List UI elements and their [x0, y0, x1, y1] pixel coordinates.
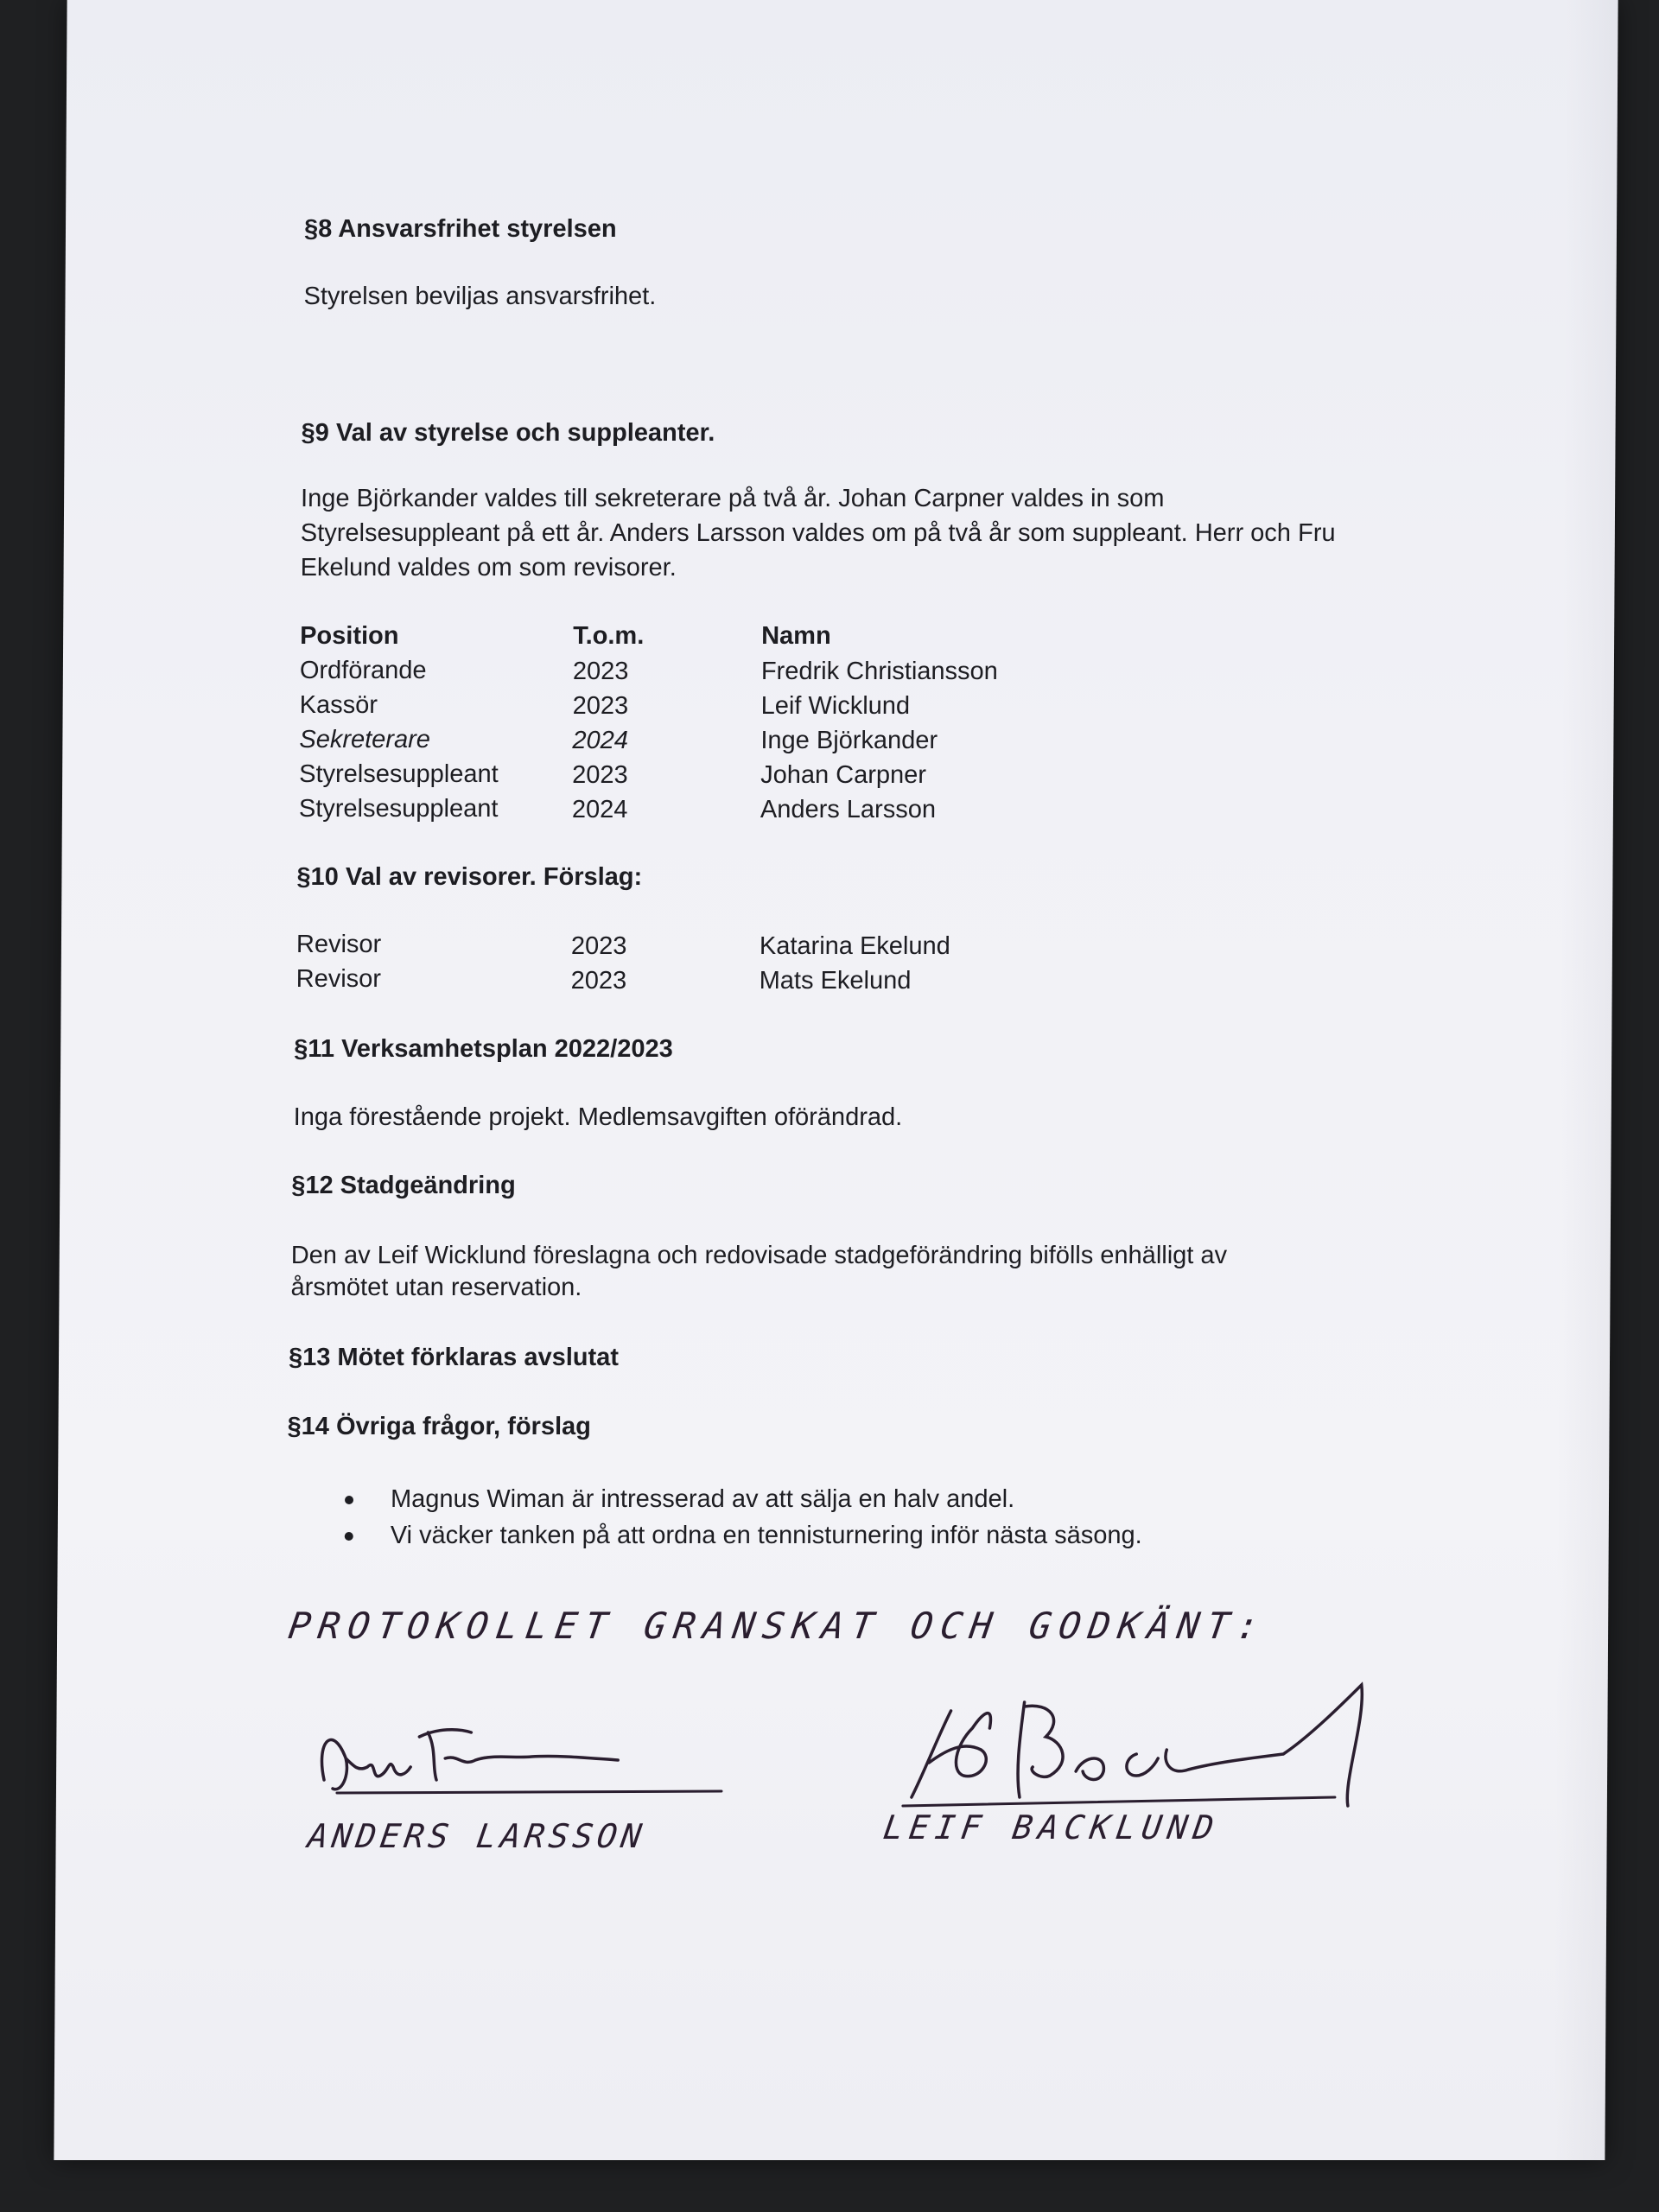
auditor-name: Mats Ekelund: [759, 967, 912, 995]
table-cell-name: Anders Larsson: [760, 796, 937, 823]
signer-left-name: ANDERS LARSSON: [305, 1817, 649, 1855]
list-item-text: Magnus Wiman är intresserad av att sälja en halv andel.: [390, 1485, 1015, 1513]
signer-right-name: LEIF BACKLUND: [880, 1808, 1223, 1847]
section-9-line: Ekelund valdes om som revisorer.: [300, 554, 677, 582]
table-cell-year: 2023: [572, 761, 628, 789]
table-cell-year: 2023: [572, 658, 629, 685]
table-cell-name: Johan Carpner: [760, 761, 927, 789]
section-11-heading: §11 Verksamhetsplan 2022/2023: [294, 1035, 673, 1063]
section-12-line: årsmötet utan reservation.: [290, 1274, 582, 1301]
table-cell-position: Styrelsesuppleant: [298, 795, 499, 823]
list-item: [308, 1481, 1432, 1517]
list-item: [308, 1517, 1432, 1554]
document-content: [54, 0, 1618, 2160]
table-cell-name: Inge Björkander: [760, 727, 938, 754]
section-12-heading: §12 Stadgeändring: [291, 1172, 516, 1199]
table-header-tom: T.o.m.: [573, 622, 645, 650]
signature-right-icon: [877, 1668, 1414, 1823]
table-cell-year: 2023: [572, 692, 629, 720]
table-cell-name: Fredrik Christiansson: [760, 658, 998, 685]
section-12-line: Den av Leif Wicklund föreslagna och redovisade stadgeförändring bifölls enhälligt av: [290, 1242, 1228, 1269]
section-14-heading: §14 Övriga frågor, förslag: [287, 1413, 592, 1440]
section-13-heading: §13 Mötet förklaras avslutat: [288, 1344, 620, 1371]
table-cell-name: Leif Wicklund: [760, 692, 911, 720]
table-cell-position: Styrelsesuppleant: [299, 760, 499, 788]
auditor-name: Katarina Ekelund: [759, 932, 950, 960]
list-item-text: Vi väcker tanken på att ordna en tennisturnering inför nästa säsong.: [390, 1522, 1142, 1549]
paper-sheet: [54, 0, 1618, 2160]
section-8-heading: §8 Ansvarsfrihet styrelsen: [303, 215, 617, 243]
auditor-position: Revisor: [296, 965, 382, 993]
section-11-text: Inga förestående projekt. Medlemsavgiften oförändrad.: [293, 1103, 903, 1131]
section-9-heading: §9 Val av styrelse och suppleanter.: [301, 419, 715, 447]
table-header-namn: Namn: [761, 622, 831, 650]
handwritten-approval: PROTOKOLLET GRANSKAT OCH GODKÄNT:: [285, 1605, 1270, 1647]
auditor-year: 2023: [570, 967, 627, 995]
table-cell-position: Sekreterare: [299, 726, 431, 753]
section-10-heading: §10 Val av revisorer. Förslag:: [296, 863, 643, 891]
section-8-text: Styrelsen beviljas ansvarsfrihet.: [303, 283, 657, 310]
auditor-position: Revisor: [296, 931, 382, 958]
table-cell-year: 2024: [572, 727, 629, 754]
table-cell-position: Ordförande: [299, 657, 427, 684]
bullet-icon: [345, 1532, 353, 1541]
section-9-line: Styrelsesuppleant på ett år. Anders Larsson valdes om på två år som suppleant. Herr och Fru: [300, 519, 1336, 547]
table-cell-year: 2024: [571, 796, 628, 823]
bullet-icon: [345, 1496, 353, 1504]
section-9-line: Inge Björkander valdes till sekreterare på två år. Johan Carpner valdes in som: [301, 485, 1165, 512]
table-cell-position: Kassör: [299, 691, 378, 719]
section-14-bullet-list: [308, 1481, 1433, 1554]
signature-left-icon: [307, 1707, 757, 1819]
table-header-position: Position: [300, 622, 399, 650]
auditor-year: 2023: [570, 932, 627, 960]
